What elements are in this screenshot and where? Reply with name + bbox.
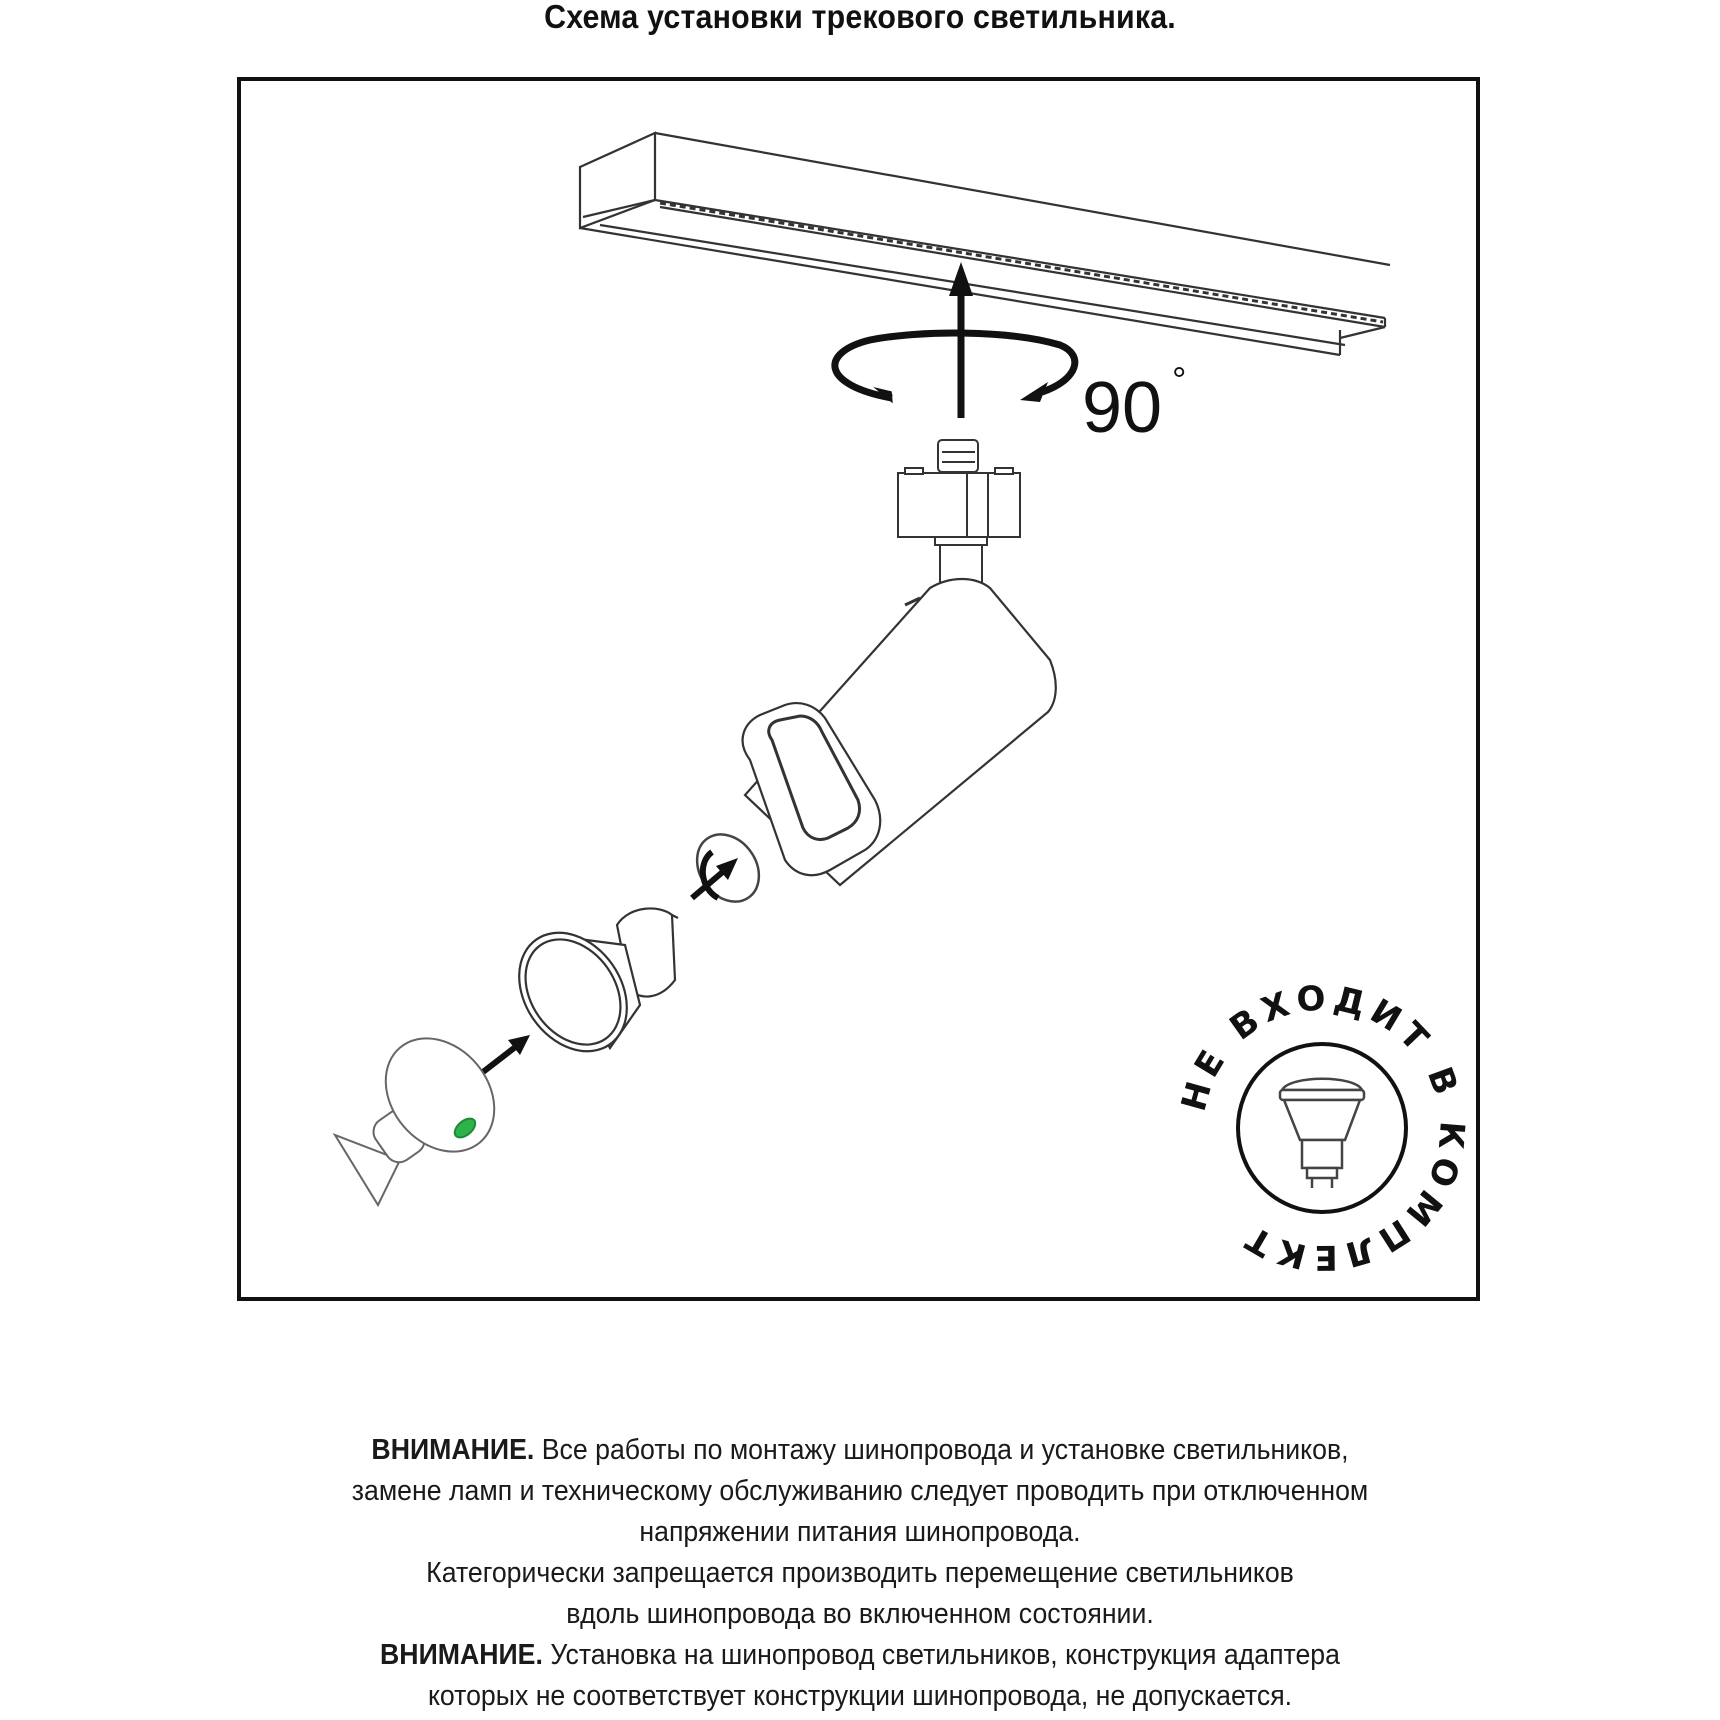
- note-line-3: напряжении питания шинопровода.: [639, 1516, 1081, 1548]
- stamp-text: НЕ ВХОДИТ В КОМПЛЕКТ: [1173, 978, 1472, 1278]
- insert-arrow-icon: [483, 1035, 530, 1072]
- note-text: Все работы по монтажу шинопровода и установке светильников,: [534, 1434, 1349, 1466]
- note-line-4: Категорически запрещается производить перемещение светильников: [426, 1557, 1294, 1589]
- suction-cup-tool: [335, 1017, 517, 1205]
- page-title: Схема установки трекового светильника.: [544, 0, 1176, 35]
- rotation-angle-label: 90: [1082, 368, 1163, 448]
- note-line-6: [69, 1635, 1651, 1676]
- note-line-7: которых не соответствует конструкции шинопровода, не допускается.: [427, 1680, 1293, 1712]
- retaining-ring: [684, 822, 771, 913]
- safety-notes: [0, 1430, 1720, 1717]
- gu10-lamp: [497, 908, 678, 1072]
- track-adapter: [898, 440, 1020, 583]
- spotlight-body: [743, 579, 1056, 885]
- track-busbar: [580, 133, 1390, 355]
- note-line-1: [69, 1430, 1651, 1471]
- warning-label: ВНИМАНИЕ.: [380, 1639, 543, 1671]
- note-text: Установка на шинопровод светильников, конструкция адаптера: [542, 1639, 1340, 1671]
- degree-symbol: °: [1172, 359, 1187, 400]
- note-line-5: вдоль шинопровода во включенном состоянии.: [566, 1598, 1154, 1630]
- warning-label: ВНИМАНИЕ.: [371, 1434, 535, 1466]
- lamp-not-included-stamp: [1174, 978, 1472, 1277]
- rotation-arrow-icon: [835, 262, 1187, 448]
- note-line-2: замене ламп и техническому обслуживанию следует проводить при отключенном: [351, 1475, 1369, 1507]
